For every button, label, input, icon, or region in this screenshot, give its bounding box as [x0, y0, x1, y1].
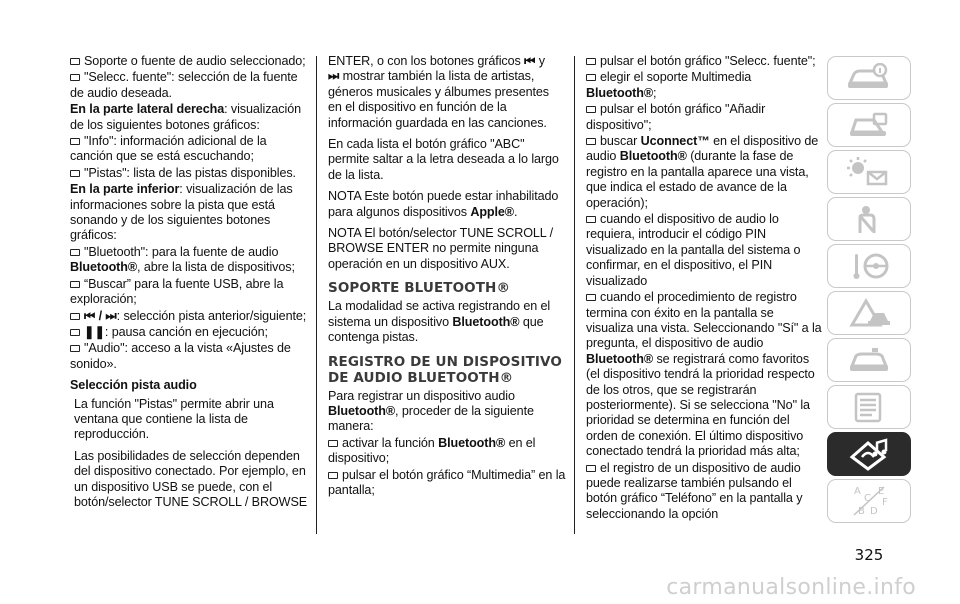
checkbox-bullet-icon	[586, 216, 596, 223]
tab-seatbelt-airbag[interactable]	[827, 197, 911, 241]
checkbox-bullet-icon	[70, 249, 80, 256]
list-item: Soporte o fuente de audio seleccionado;	[70, 54, 308, 69]
list-item: ⏮ / ⏭: selección pista anterior/siguiente;	[70, 309, 308, 324]
section-heading: SOPORTE BLUETOOTH®	[328, 280, 511, 297]
checkbox-bullet-icon	[328, 472, 338, 479]
index-letter: C	[864, 493, 871, 504]
list-item: elegir el soporte Multimedia Bluetooth®;	[586, 70, 752, 100]
index-letter: F	[882, 497, 888, 508]
paragraph: La función "Pistas" permite abrir una ventana que contiene la lista de reproducción.	[74, 396, 274, 442]
previous-track-icon: ⏮	[524, 54, 536, 68]
paragraph: ENTER, o con los botones gráficos ⏮ y ⏭ mostrar también la lista de artistas, géneros musicales y álbumes presentes en el dispositivo en función de la información guardada en las canciones.	[328, 54, 550, 130]
seatbelt-airbag-icon	[844, 203, 894, 235]
prev-next-track-icon: ⏮ / ⏭	[84, 308, 117, 323]
technical-data-icon	[844, 391, 894, 423]
paragraph: En cada lista el botón gráfico "ABC" permite saltar a la letra deseada a lo largo de la lista.	[328, 137, 559, 182]
column-divider	[316, 56, 317, 534]
checkbox-bullet-icon	[70, 138, 80, 145]
text-column-2	[328, 54, 566, 499]
checkbox-bullet-icon	[586, 74, 596, 81]
list-item: pulsar el botón gráfico "Añadir dispositivo";	[586, 102, 766, 132]
tab-technical-data[interactable]	[827, 385, 911, 429]
maintenance-car-icon	[844, 344, 894, 376]
subheading: Selección pista audio	[70, 378, 197, 393]
paragraph: En la parte inferior: visualización de las informaciones sobre la pista que está sonando y de los siguientes botones gráficos:	[70, 182, 293, 243]
index-letter: D	[870, 506, 878, 517]
tab-alphabetical-index[interactable]	[827, 479, 911, 523]
list-item: "Info": información adicional de la canción que se está escuchando;	[70, 134, 267, 164]
tab-lights-signals[interactable]	[827, 150, 911, 194]
pause-icon: ❚❚	[84, 324, 105, 339]
list-item: pulsar el botón gráfico "Selecc. fuente";	[586, 54, 824, 69]
list-item: el registro de un dispositivo de audio puede realizarse también pulsando el botón gráfico “Teléfono” en la pantalla y seleccionando la opción	[586, 460, 803, 521]
steering-start-icon	[844, 250, 894, 282]
checkbox-bullet-icon	[586, 138, 596, 145]
page-number: 325	[854, 546, 884, 564]
car-doors-icon	[844, 110, 894, 140]
checkbox-bullet-icon	[70, 345, 80, 352]
checkbox-bullet-icon	[586, 106, 596, 113]
next-track-icon: ⏭	[328, 69, 340, 84]
list-item: buscar Uconnect™ en el dispositivo de audio Bluetooth® (durante la fase de registro en la pantalla aparece una vista, que indica el estado de avance de la operación);	[586, 134, 819, 210]
section-heading: REGISTRO DE UN DISPOSITIVO DE AUDIO BLUETOOTH®	[328, 353, 562, 386]
multimedia-icon	[844, 437, 894, 471]
checkbox-bullet-icon	[586, 58, 596, 65]
checkbox-bullet-icon	[586, 465, 596, 472]
list-item: "Selecc. fuente": selección de la fuente de audio deseada.	[70, 70, 298, 100]
chapter-tabs	[827, 56, 913, 526]
car-info-icon	[844, 63, 894, 93]
list-item: activar la función Bluetooth® en el dispositivo;	[328, 435, 536, 466]
checkbox-bullet-icon	[70, 74, 80, 81]
list-item: pulsar el botón gráfico “Multimedia” en la pantalla;	[328, 467, 566, 497]
checkbox-bullet-icon	[70, 281, 80, 288]
checkbox-bullet-icon	[70, 313, 80, 320]
tab-breakdown[interactable]	[827, 291, 911, 335]
note: NOTA Este botón puede estar inhabilitado para algunos dispositivos Apple®.	[328, 189, 559, 219]
paragraph: Las posibilidades de selección dependen del dispositivo conectado. Por ejemplo, en un dispositivo USB se puede, con el botón/selector TUNE SCROLL / BROWSE	[74, 448, 308, 509]
breakdown-icon	[844, 297, 894, 329]
index-letter: E	[878, 486, 885, 497]
alphabetical-index-icon	[844, 483, 894, 519]
list-item: "Audio": acceso a la vista «Ajustes de sonido».	[70, 341, 291, 371]
tab-car-doors[interactable]	[827, 103, 911, 147]
checkbox-bullet-icon	[328, 440, 338, 447]
checkbox-bullet-icon	[70, 329, 80, 336]
lights-signals-icon	[844, 156, 894, 188]
tab-maintenance[interactable]	[827, 338, 911, 382]
paragraph: En la parte lateral derecha: visualización de los siguientes botones gráficos:	[70, 102, 302, 132]
checkbox-bullet-icon	[586, 294, 596, 301]
checkbox-bullet-icon	[70, 170, 80, 177]
watermark: carmanualsonline.info	[666, 575, 916, 600]
list-item: ❚❚: pausa canción en ejecución;	[70, 325, 308, 340]
list-item: "Bluetooth": para la fuente de audio Bluetooth®, abre la lista de dispositivos;	[70, 244, 295, 275]
list-item: "Pistas": lista de las pistas disponibles.	[70, 166, 308, 181]
list-item: cuando el procedimiento de registro termina con éxito en la pantalla se visualiza una vista. Seleccionando "Sí" a la pregunta, el dispositivo de audio Bluetooth® se registrará como favoritos (el dispositivo tendrá la prioridad respecto de los otros, que se registrarán posteriormente). Si se selecciona "No" la prioridad se determina en función del orden de conexión. El último dispositivo conectado tendrá la prioridad más alta;	[586, 290, 822, 459]
paragraph: La modalidad se activa registrando en el sistema un dispositivo Bluetooth® que contenga pistas.	[328, 299, 551, 345]
list-item: cuando el dispositivo de audio lo requiera, introducir el código PIN visualizado en la pantalla del sistema o confirmar, en el dispositivo, el PIN visualizado	[586, 212, 801, 288]
paragraph: Para registrar un dispositivo audio Bluetooth®, proceder de la siguiente manera:	[328, 388, 534, 434]
checkbox-bullet-icon	[70, 58, 80, 65]
index-letter: A	[854, 486, 861, 497]
note: NOTA El botón/selector TUNE SCROLL / BROWSE ENTER no permite ninguna operación en un dispositivo AUX.	[328, 226, 554, 271]
tab-car-info[interactable]	[827, 56, 911, 100]
list-item: “Buscar” para la fuente USB, abre la exploración;	[70, 276, 284, 307]
tab-steering-start[interactable]	[827, 244, 911, 288]
text-column-1	[70, 54, 308, 511]
column-divider	[574, 56, 575, 534]
text-column-3	[586, 54, 824, 523]
index-letter: B	[858, 506, 865, 517]
tab-multimedia[interactable]	[827, 432, 911, 476]
